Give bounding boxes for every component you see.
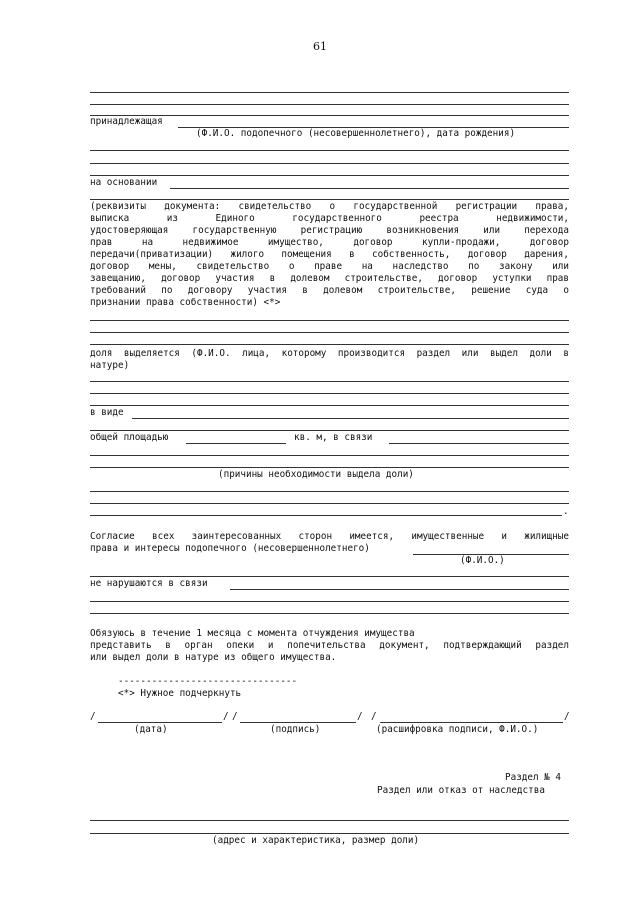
obligation-line: или выдел доли в натуре из общего имущества. [90,652,337,663]
address-caption: (адрес и характеристика, размер доли) [212,835,420,846]
not-violated-label: не нарушаются в связи [90,578,208,589]
footnote-text: <*> Нужное подчеркнуть [118,688,242,699]
blank-line [90,503,569,504]
reasons-caption: (причины необходимости выдела доли) [218,469,414,480]
blank-line [90,576,569,577]
requisites-line: выписка из Единого государственного реестра недвижимости, [90,213,569,224]
blank-line [90,332,569,333]
ward-caption: (Ф.И.О. подопечного (несовершеннолетнего), дата рождения) [196,128,516,139]
blank-line [90,467,569,468]
basis-field-line [170,188,569,189]
share-allocated-text-2: натуре) [90,360,130,371]
not-violated-field-line [230,589,569,590]
in-form-label: в виде [90,407,124,418]
blank-line [90,199,569,200]
belonging-label: принадлежащая [90,116,163,127]
requisites-line: прав на недвижимое имущество, договор купли-продажи, договор [90,237,569,248]
requisites-line: (реквизиты документа: свидетельство о государственной регистрации права, [90,201,569,212]
transcript-field-line [380,722,563,723]
total-area-label: общей площадью [90,432,169,443]
page-number: 61 [313,40,327,53]
sqm-because-label: кв. м, в связи [294,432,373,443]
requisites-line: завещанию, договор участия в долевом строительстве, договор уступки прав [90,273,569,284]
section-title: Раздел или отказ от наследства [377,785,545,796]
requisites-line: требований по договору участия в долевом строительстве, решение суда о [90,285,569,296]
slash: / [90,711,96,722]
transcript-caption: (расшифровка подписи, Ф.И.О.) [376,724,539,735]
blank-line [90,104,569,105]
date-field-line [98,722,222,723]
blank-line [90,405,569,406]
requisites-line: признании права собственности) <*> [90,297,281,308]
footnote-rule: -------------------------------- [118,676,298,687]
date-caption: (дата) [134,724,168,735]
blank-line [90,320,569,321]
slash: / [371,711,377,722]
area-field-line [186,443,286,444]
in-form-field-line [132,418,569,419]
line-end-dot: . [563,506,569,517]
blank-line [90,381,569,382]
requisites-line: договор мены, свидетельство о праве на наследство по закону или [90,261,569,272]
blank-line [90,92,569,93]
slash: / [223,711,229,722]
share-allocated-text: доля выделяется (Ф.И.О. лица, которому производится раздел или выдел доли в [90,348,569,359]
blank-line [90,491,569,492]
obligation-line: представить в орган опеки и попечительства документ, подтверждающий раздел [90,640,569,651]
section-number: Раздел № 4 [505,772,561,783]
blank-line [90,820,569,821]
consent-text-2: права и интересы подопечного (несовершеннолетнего) [90,543,370,554]
blank-line [90,393,569,394]
slash: / [232,711,238,722]
blank-line [90,455,569,456]
blank-line [90,150,569,151]
signature-field-line [240,722,356,723]
basis-label: на основании [90,177,158,188]
blank-line [90,430,569,431]
blank-line [90,175,569,176]
blank-line [90,163,569,164]
consent-text: Согласие всех заинтересованных сторон имеется, имущественные и жилищные [90,531,569,542]
blank-line [90,601,569,602]
consent-caption: (Ф.И.О.) [460,555,505,566]
requisites-line: удостоверяющая государственную регистрацию возникновения или перехода [90,225,569,236]
slash: / [357,711,363,722]
blank-line [90,833,569,834]
obligation-line: Обязуюсь в течение 1 месяца с момента отчуждения имущества [90,628,415,639]
signature-caption: (подпись) [270,724,321,735]
blank-line [90,613,569,614]
blank-line [90,515,562,516]
because-field-line [389,443,569,444]
slash: / [564,711,570,722]
blank-line [90,344,569,345]
requisites-line: передачи(приватизации) жилого помещения в собственность, договор дарения, [90,249,569,260]
